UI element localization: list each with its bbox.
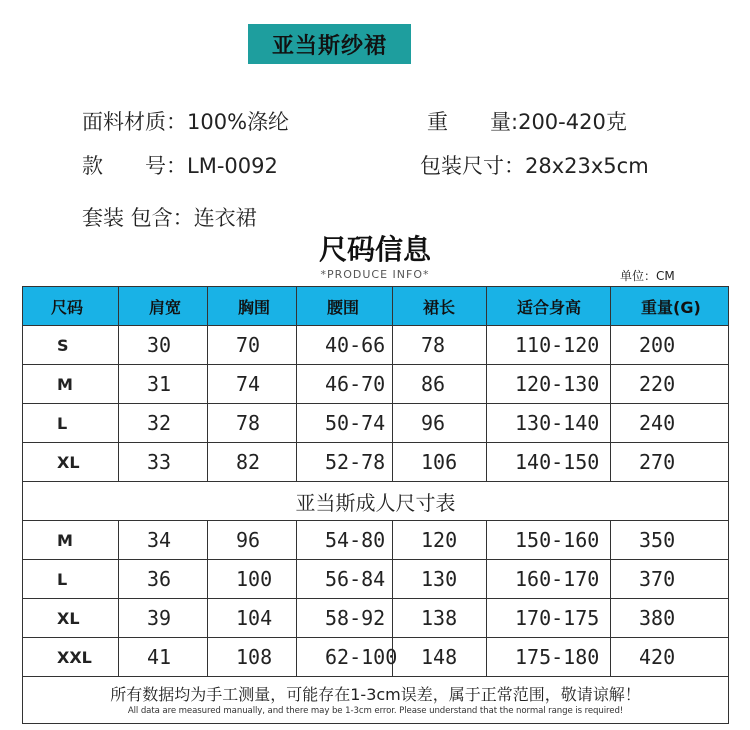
- spec-value: 连衣裙: [193, 206, 257, 230]
- table-cell: 130: [393, 560, 487, 599]
- table-cell: 86: [393, 365, 487, 404]
- table-cell: 50-74: [297, 404, 393, 443]
- table-cell: 200: [611, 326, 729, 365]
- table-cell: 40-66: [297, 326, 393, 365]
- table-cell: 270: [611, 443, 729, 482]
- product-title: 亚当斯纱裙: [271, 33, 387, 59]
- table-cell: 70: [208, 326, 297, 365]
- spec-value: 28x23x5cm: [525, 154, 649, 178]
- measurement-note: [23, 677, 729, 724]
- table-cell: 175-180: [487, 638, 611, 677]
- spec-value: 100%涤纶: [187, 110, 290, 134]
- size-info-title: 尺码信息: [318, 233, 431, 266]
- measurement-note-row: [23, 677, 729, 724]
- measurement-note-en: All data are measured manually, and there may be 1-3cm error. Please understand that the normal range is required!: [127, 706, 624, 716]
- table-row: [23, 521, 729, 560]
- column-header: 肩宽: [119, 287, 208, 326]
- table-cell: 130-140: [487, 404, 611, 443]
- table-cell: 34: [119, 521, 208, 560]
- table-cell: 78: [393, 326, 487, 365]
- table-cell: 106: [393, 443, 487, 482]
- column-header: 胸围: [208, 287, 297, 326]
- table-cell: 100: [208, 560, 297, 599]
- table-row: [23, 638, 729, 677]
- column-header: 重量(G): [611, 287, 729, 326]
- spec-label: 面料材质：: [82, 110, 187, 134]
- column-header: 腰围: [297, 287, 393, 326]
- spec-style-number: [82, 150, 278, 180]
- table-cell: 39: [119, 599, 208, 638]
- spec-label: 套装 包含：: [82, 206, 194, 230]
- table-cell: 110-120: [487, 326, 611, 365]
- unit-label: 单位：CM: [620, 269, 675, 283]
- table-cell: 120: [393, 521, 487, 560]
- table-cell: XL: [23, 599, 119, 638]
- table-cell: L: [23, 404, 119, 443]
- table-row: [23, 560, 729, 599]
- table-cell: 150-160: [487, 521, 611, 560]
- table-cell: 138: [393, 599, 487, 638]
- spec-value: 200-420克: [518, 110, 627, 134]
- table-cell: 32: [119, 404, 208, 443]
- column-header: 裙长: [393, 287, 487, 326]
- table-row: [23, 365, 729, 404]
- spec-material: [82, 106, 289, 136]
- spec-weight: [427, 106, 627, 136]
- measurement-note-cn: 所有数据均为手工测量，可能存在1-3cm误差，属于正常范围，敬请谅解！: [110, 685, 641, 704]
- table-cell: 41: [119, 638, 208, 677]
- table-cell: 350: [611, 521, 729, 560]
- table-cell: XXL: [23, 638, 119, 677]
- adult-section-title: 亚当斯成人尺寸表: [23, 482, 729, 521]
- table-header-row: [23, 287, 729, 326]
- spec-package-size: [420, 150, 649, 180]
- table-cell: 240: [611, 404, 729, 443]
- table-cell: 56-84: [297, 560, 393, 599]
- adult-section-row: [23, 482, 729, 521]
- table-cell: 170-175: [487, 599, 611, 638]
- product-title-banner: [248, 24, 411, 64]
- table-cell: M: [23, 365, 119, 404]
- table-cell: 420: [611, 638, 729, 677]
- column-header: 适合身高: [487, 287, 611, 326]
- table-cell: 78: [208, 404, 297, 443]
- table-cell: 148: [393, 638, 487, 677]
- table-cell: M: [23, 521, 119, 560]
- spec-label: 重 量:: [427, 110, 519, 134]
- table-cell: 104: [208, 599, 297, 638]
- table-cell: 58-92: [297, 599, 393, 638]
- table-cell: S: [23, 326, 119, 365]
- table-row: [23, 443, 729, 482]
- spec-value: LM-0092: [187, 154, 278, 178]
- table-cell: 96: [393, 404, 487, 443]
- table-cell: 380: [611, 599, 729, 638]
- table-cell: 30: [119, 326, 208, 365]
- table-cell: 31: [119, 365, 208, 404]
- table-cell: 62-100: [297, 638, 393, 677]
- spec-label: 包装尺寸：: [420, 154, 525, 178]
- table-cell: 370: [611, 560, 729, 599]
- table-cell: 82: [208, 443, 297, 482]
- table-cell: 46-70: [297, 365, 393, 404]
- table-cell: 52-78: [297, 443, 393, 482]
- table-cell: 54-80: [297, 521, 393, 560]
- table-row: [23, 326, 729, 365]
- size-info-subtitle: *PRODUCE INFO*: [320, 268, 430, 281]
- size-table: [22, 286, 729, 724]
- table-row: [23, 599, 729, 638]
- table-cell: 108: [208, 638, 297, 677]
- table-cell: 74: [208, 365, 297, 404]
- column-header: 尺码: [23, 287, 119, 326]
- table-cell: 96: [208, 521, 297, 560]
- table-cell: 36: [119, 560, 208, 599]
- table-cell: 140-150: [487, 443, 611, 482]
- table-cell: 160-170: [487, 560, 611, 599]
- table-cell: 120-130: [487, 365, 611, 404]
- table-cell: XL: [23, 443, 119, 482]
- table-cell: 33: [119, 443, 208, 482]
- table-cell: L: [23, 560, 119, 599]
- table-row: [23, 404, 729, 443]
- spec-label: 款 号：: [82, 154, 187, 178]
- table-cell: 220: [611, 365, 729, 404]
